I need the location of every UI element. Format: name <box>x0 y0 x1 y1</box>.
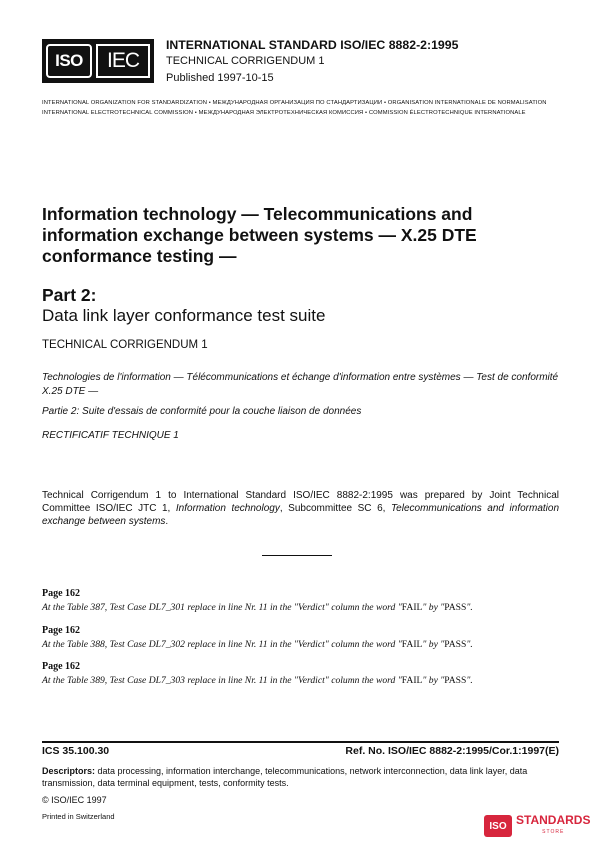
descriptors-label: Descriptors: <box>42 766 96 776</box>
standard-title: INTERNATIONAL STANDARD ISO/IEC 8882-2:1995 <box>166 38 459 52</box>
french-rectificatif: RECTIFICATIF TECHNIQUE 1 <box>42 430 179 441</box>
separator-line <box>262 555 332 556</box>
descriptors <box>42 766 562 789</box>
intro-paragraph <box>42 489 559 528</box>
store-text: STANDARDS STORE <box>516 813 591 835</box>
iec-logo <box>96 44 150 78</box>
technical-corrigendum-heading: TECHNICAL CORRIGENDUM 1 <box>42 339 208 351</box>
iso-logo-text: ISO <box>55 51 83 70</box>
iso-logo <box>46 44 92 78</box>
intro-text-1: Technical Corrigendum 1 to International Standard ISO/IEC 8882-2:1995 was prepared by Joint Technical Committee ISO/IEC JTC 1, <box>42 490 559 514</box>
correction-2-page: Page 162 <box>42 625 81 636</box>
footer-rule <box>42 741 559 743</box>
org-line-2: INTERNATIONAL ELECTROTECHNICAL COMMISSION • МЕЖДУНАРОДНАЯ ЭЛЕКТРОТЕХНИЧЕСКАЯ КОМИССИЯ • COMMISSION ÉLECTROTECHNIQUE INTERNATIONALE <box>42 110 526 116</box>
correction-1-page: Page 162 <box>42 588 81 599</box>
corrigendum-label: TECHNICAL CORRIGENDUM 1 <box>166 55 325 67</box>
store-iso-logo: ISO <box>484 815 512 837</box>
document-main-title: Information technology — Telecommunications and information exchange between systems — X.25 DTE conformance testing — <box>42 204 477 266</box>
ics-code: ICS 35.100.30 <box>42 745 110 757</box>
printed-in: Printed in Switzerland <box>42 812 115 821</box>
copyright: © ISO/IEC 1997 <box>42 795 107 805</box>
descriptors-list: data processing, information interchange, telecommunications, network interconnection, data link layer, data transmission, data terminal equipment, tests, conformity tests. <box>42 766 528 788</box>
iso-iec-logo <box>42 39 154 83</box>
intro-committee-title: Information technology <box>175 503 280 514</box>
correction-3-text: At the Table 389, Test Case DL7_303 replace in line Nr. 11 in the "Verdict" column the word "FAIL" by "PASS". <box>42 675 473 686</box>
part-subtitle: Data link layer conformance test suite <box>42 306 326 325</box>
published-date: Published 1997-10-15 <box>166 72 274 84</box>
iec-logo-text: IEC <box>106 49 139 72</box>
intro-text-2: , Subcommittee SC 6, <box>279 503 391 514</box>
intro-text-3: . <box>165 516 169 527</box>
correction-1-text: At the Table 387, Test Case DL7_301 replace in line Nr. 11 in the "Verdict" column the word "FAIL" by "PASS". <box>42 602 473 613</box>
french-part: Partie 2: Suite d'essais de conformité pour la couche liaison de données <box>42 406 362 417</box>
correction-2-text: At the Table 388, Test Case DL7_302 replace in line Nr. 11 in the "Verdict" column the word "FAIL" by "PASS". <box>42 639 473 650</box>
part-label: Part 2: <box>42 285 97 305</box>
intro-subcommittee-title: Telecommunications and information exchange between systems <box>42 503 560 527</box>
french-title: Technologies de l'information — Télécommunications et échange d'information entre systèmes — Test de conformité X.25 DTE — <box>42 372 559 397</box>
org-line-1: INTERNATIONAL ORGANIZATION FOR STANDARDIZATION • МЕЖДУНАРОДНАЯ ОРГАНИЗАЦИЯ ПО СТАНДАРТИЗАЦИИ • ORGANISATION INTERNATIONALE DE NORMALISATION <box>42 100 547 106</box>
reference-number: Ref. No. ISO/IEC 8882-2:1995/Cor.1:1997(E) <box>345 745 559 757</box>
standards-store-badge <box>484 814 590 838</box>
correction-3-page: Page 162 <box>42 661 81 672</box>
